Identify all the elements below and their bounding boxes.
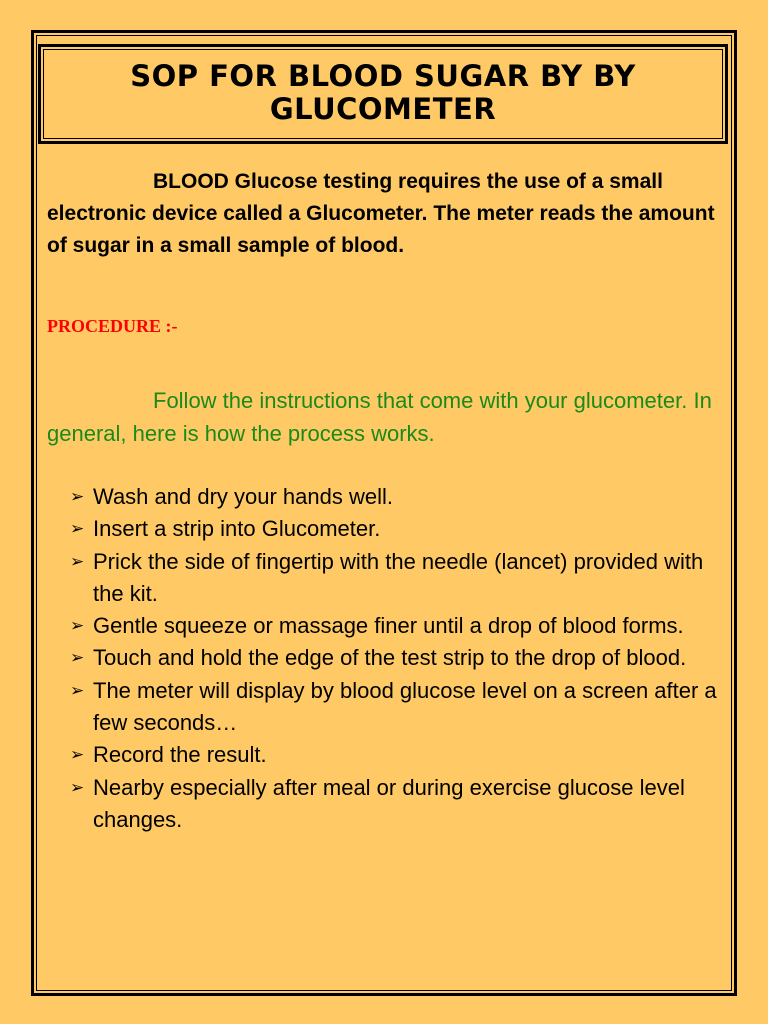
arrowhead-bullet-icon: ➢ (70, 487, 85, 507)
intro-text: BLOOD Glucose testing requires the use of a small electronic device called a Glucometer. The meter reads the amount of sugar in a small sample of blood. (47, 170, 715, 257)
list-item (70, 739, 730, 771)
list-item (70, 772, 730, 837)
list-item (70, 610, 730, 642)
step-text: Touch and hold the edge of the test strip to the drop of blood. (93, 645, 687, 671)
arrowhead-bullet-icon: ➢ (70, 519, 85, 540)
arrowhead-bullet-icon: ➢ (70, 680, 85, 701)
arrowhead-bullet-icon: ➢ (70, 648, 85, 669)
step-text: The meter will display by blood glucose level on a screen after a few seconds… (93, 677, 717, 736)
instructions-text: Follow the instructions that come with your glucometer. In general, here is how the process works. (47, 388, 712, 446)
page-title: SOP FOR BLOOD SUGAR BY BY GLUCOMETER (130, 59, 636, 126)
step-text: Record the result. (93, 742, 267, 768)
intro-paragraph (47, 166, 737, 262)
step-text: Nearby especially after meal or during exercise glucose level changes. (93, 774, 685, 832)
arrowhead-bullet-icon: ➢ (70, 745, 85, 766)
list-item (70, 675, 730, 740)
list-item (70, 481, 730, 513)
step-text: Wash and dry your hands well. (93, 484, 393, 509)
list-item (70, 513, 730, 545)
step-text: Prick the side of fingertip with the needle (lancet) provided with the kit. (93, 548, 704, 606)
step-text: Gentle squeeze or massage finer until a drop of blood forms. (93, 613, 684, 639)
instructions-paragraph (47, 384, 737, 450)
list-item (70, 546, 730, 611)
step-text: Insert a strip into Glucometer. (93, 516, 381, 542)
procedure-steps-list (70, 481, 730, 836)
arrowhead-bullet-icon: ➢ (70, 616, 85, 637)
arrowhead-bullet-icon: ➢ (70, 777, 85, 798)
procedure-heading: PROCEDURE :- (47, 316, 178, 336)
arrowhead-bullet-icon: ➢ (70, 551, 85, 572)
list-item (70, 642, 730, 674)
